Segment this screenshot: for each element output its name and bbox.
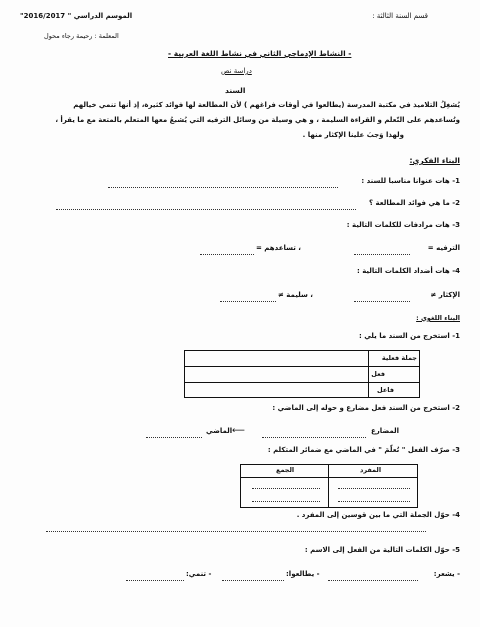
- study-subtitle: دراسة نص: [221, 67, 252, 75]
- school-year: الموسم الدراسي " 2016/2017": [20, 12, 133, 20]
- section2-q3: 3- صرّف الفعل " تُعلّمَ " في الماضي مع ضمائر المتكلم :: [267, 446, 460, 454]
- synonym-word-2: ، تساعدهم =: [256, 244, 301, 252]
- present-tense-label: المضارع: [371, 427, 400, 435]
- answer-line-q1: [108, 187, 338, 188]
- noun-word-2: - يطالعوا:: [286, 570, 320, 578]
- answer-line-past: [146, 437, 202, 438]
- passage-line-3: ولهذا وَجبَ علينا الإكثار منها .: [302, 131, 404, 139]
- section1-q1: 1- هات عنوانا مناسبا للسند :: [361, 177, 460, 185]
- section2-q5: 5- حوّل الكلمات التالية من الفعل إلى الاسم :: [304, 546, 460, 554]
- passage-line-1: يُشغِلُ التلاميذ في مكتبة المدرسة (يطالعوا في أوقات فراغهم ) لأن المطالعة لها فوائد كثيرة، إذ أنها تنمي خيالهم: [73, 101, 460, 109]
- extract-table-row-subject: فاعل: [377, 386, 394, 394]
- answer-line-present: [262, 437, 366, 438]
- section2-q2: 2- استخرج من السند فعل مضارع و حوله إلى الماضي :: [272, 404, 460, 412]
- conjugation-header-singular: المفرد: [360, 466, 382, 474]
- antonym-word-2: ، سليمة ≠: [278, 291, 313, 299]
- class-level: قسم السنة الثالثة :: [372, 12, 428, 20]
- passage-line-2: وتُساعدهم على التّعلم و القراءة السليمة ، و هي وسيلة من وسائل الترفيه التي يُشبعُ معها المتعلم بالمتعة مع ما يقرأ ،: [55, 116, 460, 124]
- section1-heading: البناء الفكري:: [409, 156, 460, 165]
- section2-q4: 4- حوّل الجملة التي ما بين قوسين إلى المفرد .: [296, 511, 460, 519]
- conjugation-header-plural: الجمع: [276, 466, 295, 474]
- antonym-word-1: الإكثار ≠: [430, 291, 460, 299]
- section1-q3: 3- هات مرادفات للكلمات التالية :: [346, 221, 460, 229]
- section2-q1: 1- استخرج من السند ما يلي :: [358, 332, 460, 340]
- answer-line-antonym-2: [220, 301, 276, 302]
- noun-word-3: - تنمي:: [186, 570, 212, 578]
- past-tense-label: الماضي: [206, 427, 233, 435]
- arrow-icon: ⟵: [232, 426, 245, 436]
- noun-word-1: - يشعر:: [433, 570, 460, 578]
- section1-q4: 4- هات أضداد الكلمات التالية :: [356, 267, 460, 275]
- teacher-name: المعلمة : رحيمة رجاء محول: [44, 32, 119, 40]
- section1-q2: 2- ما هي فوائد المطالعة ؟: [369, 199, 460, 207]
- section-source: السند: [225, 86, 246, 95]
- answer-line-synonym-2: [200, 254, 254, 255]
- activity-title: - النشاط الإدماجي الثاني في نشاط اللغة العربية -: [168, 49, 352, 58]
- answer-line-q4: [46, 531, 426, 532]
- section2-heading: البناء اللغوي :: [416, 314, 460, 322]
- answer-line-q2: [56, 209, 356, 210]
- extract-table-row-verb: فعل: [371, 370, 385, 378]
- extract-table-row-verbal-sentence: جملة فعلية: [381, 354, 417, 362]
- answer-line-synonym-1: [354, 254, 410, 255]
- synonym-word-1: الترفيه =: [427, 244, 460, 252]
- answer-line-antonym-1: [354, 301, 410, 302]
